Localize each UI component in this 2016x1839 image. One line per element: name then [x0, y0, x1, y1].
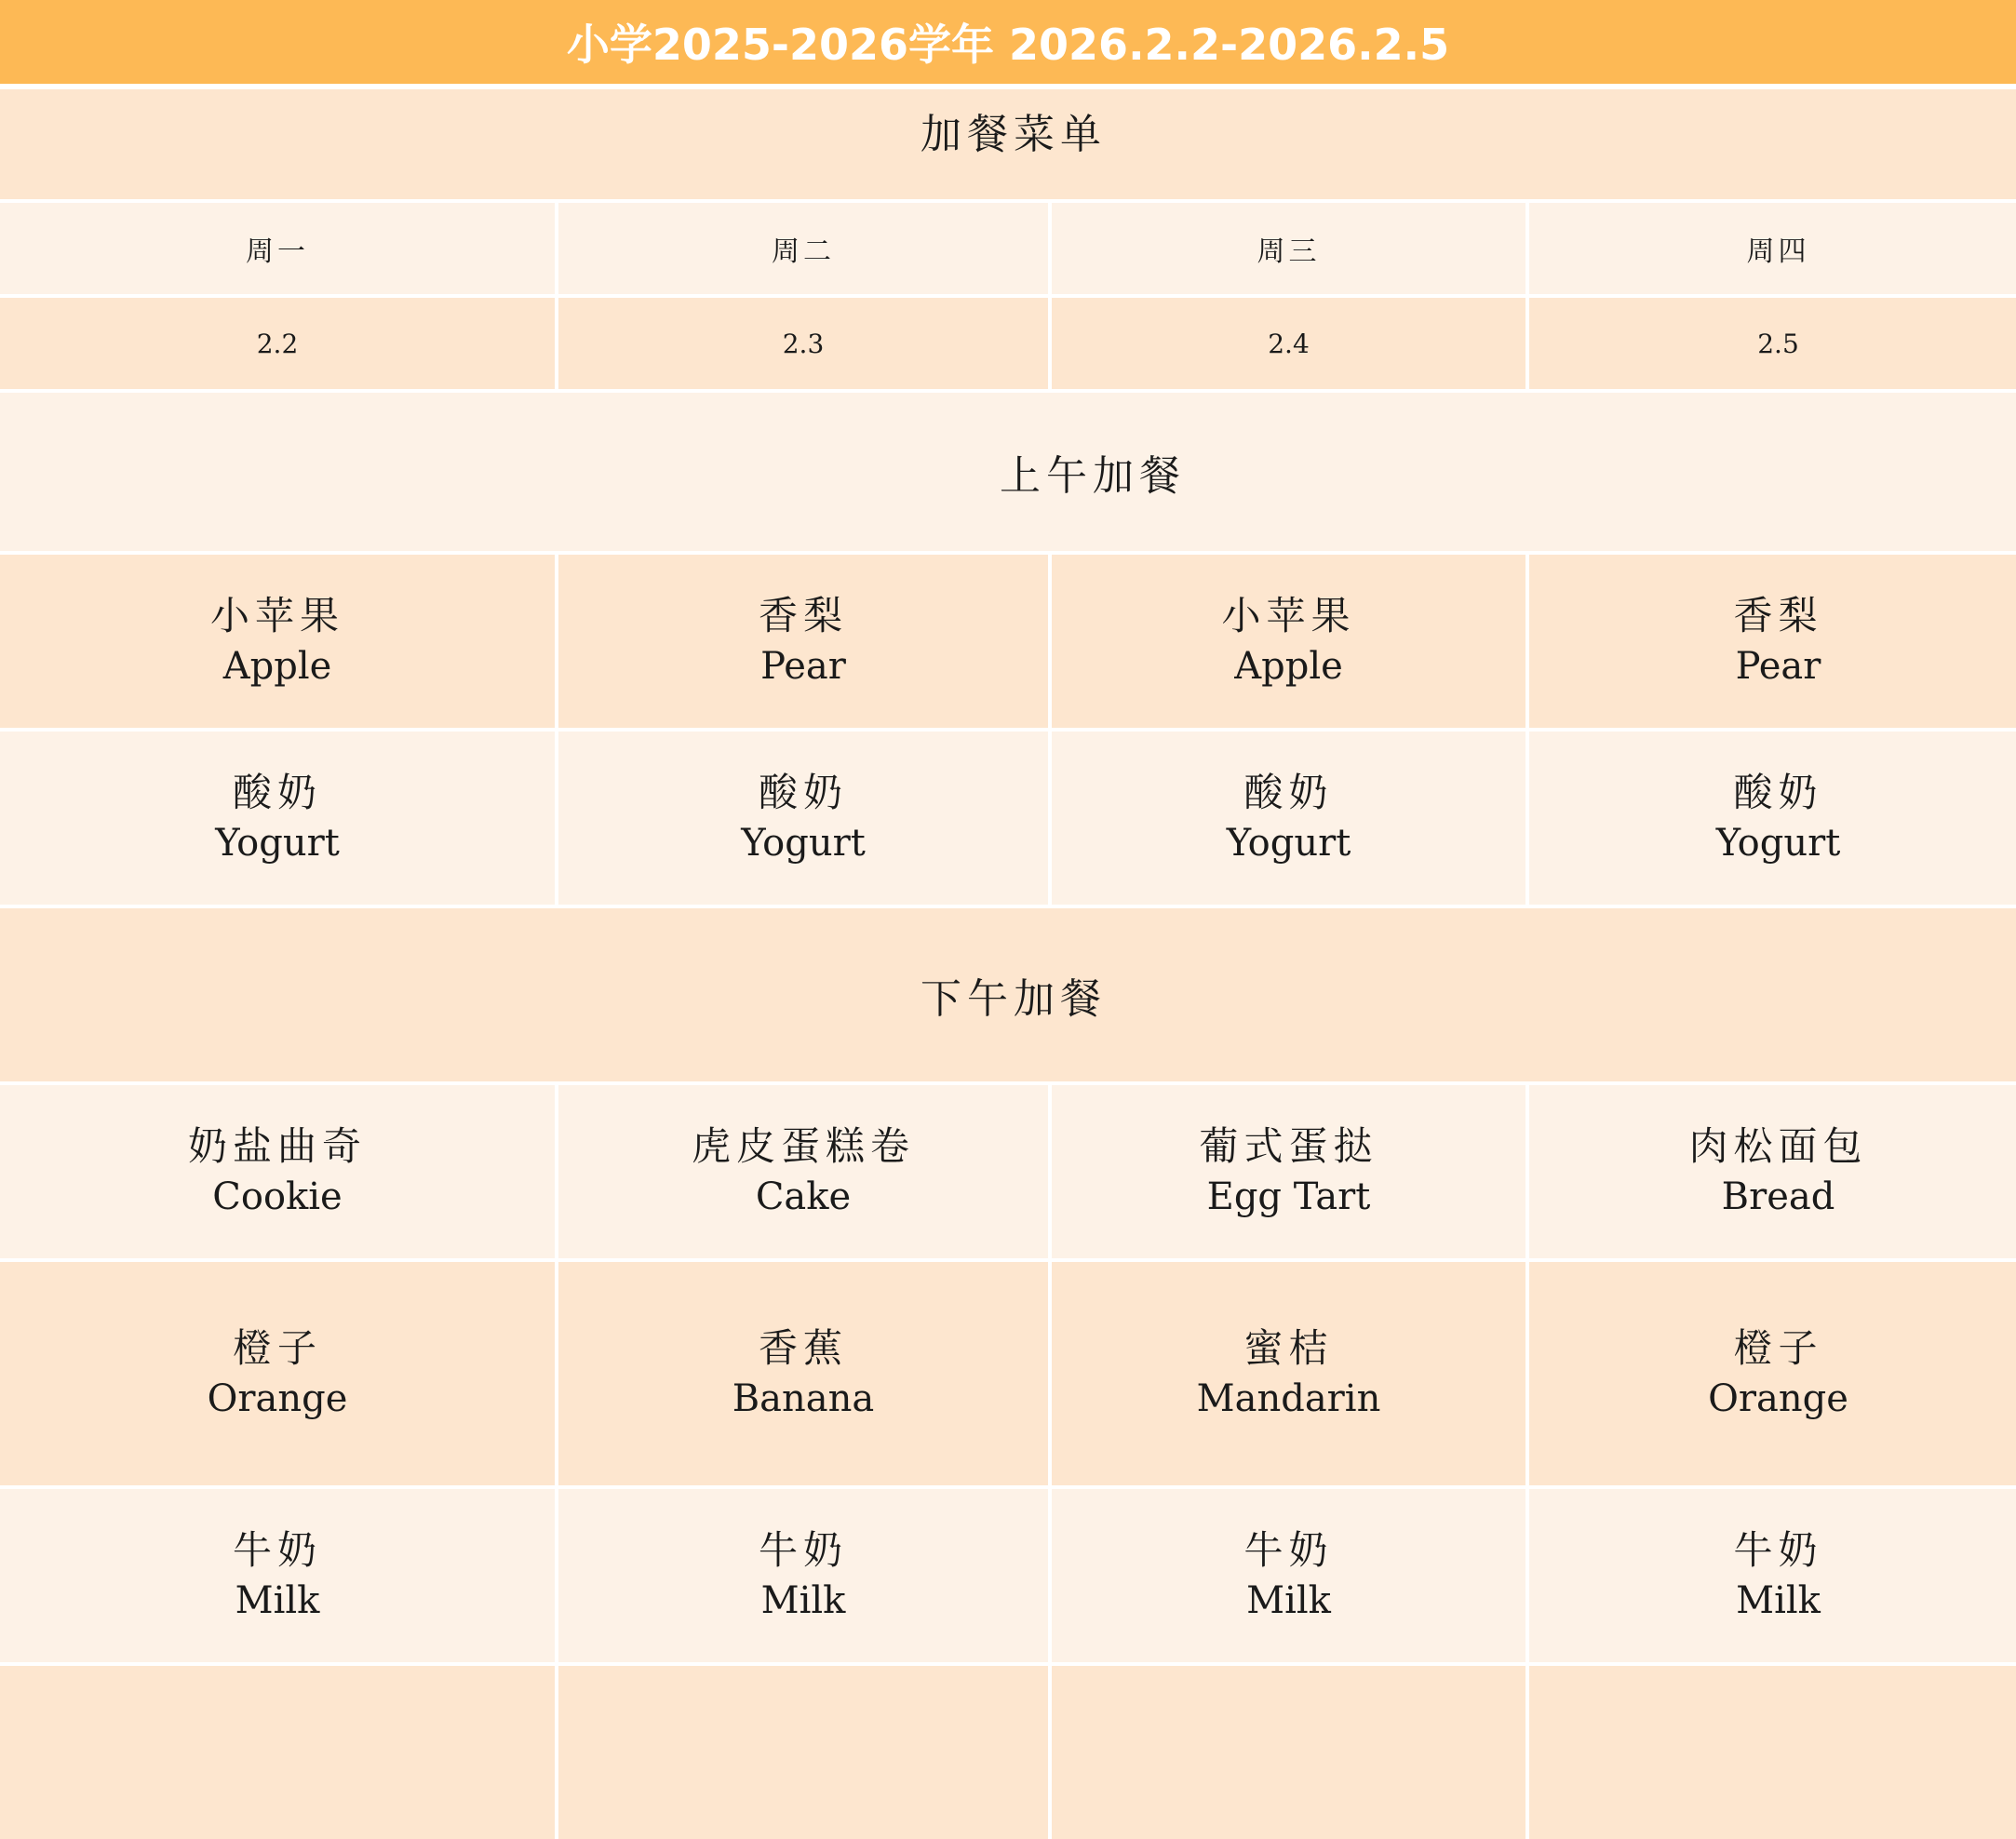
item-name-zh: 牛奶: [758, 1527, 848, 1573]
date-header: 2.4: [1052, 298, 1525, 389]
item-name-en: Cake: [755, 1175, 852, 1218]
empty-cell: [0, 1666, 555, 1839]
empty-cell: [558, 1666, 1048, 1839]
item-name-en: Apple: [1234, 645, 1343, 688]
item-name-en: Milk: [1736, 1579, 1821, 1622]
afternoon-snack-heading: 下午加餐: [0, 908, 2016, 1081]
menu-item-cell: [558, 1262, 1048, 1485]
item-name-en: Yogurt: [1715, 822, 1841, 865]
item-name-en: Mandarin: [1196, 1377, 1381, 1420]
menu-item-cell: [1529, 555, 2016, 728]
item-name-zh: 肉松面包: [1688, 1123, 1868, 1169]
item-name-zh: 小苹果: [209, 593, 344, 638]
item-name-en: Pear: [760, 645, 846, 688]
date-header: 2.2: [0, 298, 555, 389]
menu-item-cell: [1052, 555, 1525, 728]
item-name-zh: 牛奶: [232, 1527, 322, 1573]
item-name-en: Apple: [222, 645, 332, 688]
item-name-en: Yogurt: [1226, 822, 1351, 865]
item-name-en: Milk: [235, 1579, 320, 1622]
weekday-header: 周二: [558, 203, 1048, 294]
item-name-en: Bread: [1721, 1175, 1835, 1218]
menu-item-cell: [0, 555, 555, 728]
menu-item-cell: [0, 1085, 555, 1258]
date-header: 2.3: [558, 298, 1048, 389]
morning-snack-heading: 上午加餐: [0, 393, 2016, 551]
item-name-en: Pear: [1735, 645, 1821, 688]
item-name-zh: 香蕉: [758, 1325, 848, 1371]
item-name-zh: 奶盐曲奇: [187, 1123, 367, 1169]
item-name-zh: 小苹果: [1221, 593, 1356, 638]
menu-item-cell: [558, 732, 1048, 905]
date-header: 2.5: [1529, 298, 2016, 389]
item-name-zh: 虎皮蛋糕卷: [691, 1123, 915, 1169]
menu-item-cell: [1529, 1489, 2016, 1662]
menu-item-cell: [0, 1262, 555, 1485]
item-name-en: Milk: [760, 1579, 846, 1622]
item-name-zh: 酸奶: [758, 770, 848, 815]
item-name-zh: 酸奶: [1733, 770, 1823, 815]
menu-table: [0, 89, 2016, 1839]
empty-cell: [1052, 1666, 1525, 1839]
item-name-en: Banana: [732, 1377, 875, 1420]
item-name-en: Cookie: [212, 1175, 343, 1218]
empty-cell: [1529, 1666, 2016, 1839]
weekday-header: 周一: [0, 203, 555, 294]
menu-item-cell: [558, 555, 1048, 728]
item-name-en: Yogurt: [741, 822, 866, 865]
menu-item-cell: [0, 732, 555, 905]
menu-item-cell: [1052, 732, 1525, 905]
item-name-zh: 蜜桔: [1243, 1325, 1334, 1371]
menu-item-cell: [1529, 1085, 2016, 1258]
item-name-zh: 牛奶: [1733, 1527, 1823, 1573]
menu-item-cell: [558, 1085, 1048, 1258]
weekday-header: 周三: [1052, 203, 1525, 294]
item-name-en: Egg Tart: [1206, 1175, 1371, 1218]
menu-item-cell: [1529, 732, 2016, 905]
menu-item-cell: [558, 1489, 1048, 1662]
menu-item-cell: [1529, 1262, 2016, 1485]
item-name-en: Yogurt: [215, 822, 340, 865]
item-name-en: Orange: [207, 1377, 348, 1420]
page-title: 小学2025-2026学年 2026.2.2-2026.2.5: [0, 0, 2016, 84]
item-name-zh: 橙子: [232, 1325, 322, 1371]
item-name-en: Milk: [1246, 1579, 1331, 1622]
menu-item-cell: [0, 1489, 555, 1662]
menu-item-cell: [1052, 1489, 1525, 1662]
item-name-zh: 香梨: [1733, 593, 1823, 638]
item-name-zh: 香梨: [758, 593, 848, 638]
menu-item-cell: [1052, 1262, 1525, 1485]
weekday-header: 周四: [1529, 203, 2016, 294]
item-name-en: Orange: [1708, 1377, 1848, 1420]
item-name-zh: 牛奶: [1243, 1527, 1334, 1573]
menu-item-cell: [1052, 1085, 1525, 1258]
item-name-zh: 葡式蛋挞: [1199, 1123, 1378, 1169]
item-name-zh: 橙子: [1733, 1325, 1823, 1371]
menu-heading: 加餐菜单: [0, 89, 2016, 199]
item-name-zh: 酸奶: [232, 770, 322, 815]
item-name-zh: 酸奶: [1243, 770, 1334, 815]
